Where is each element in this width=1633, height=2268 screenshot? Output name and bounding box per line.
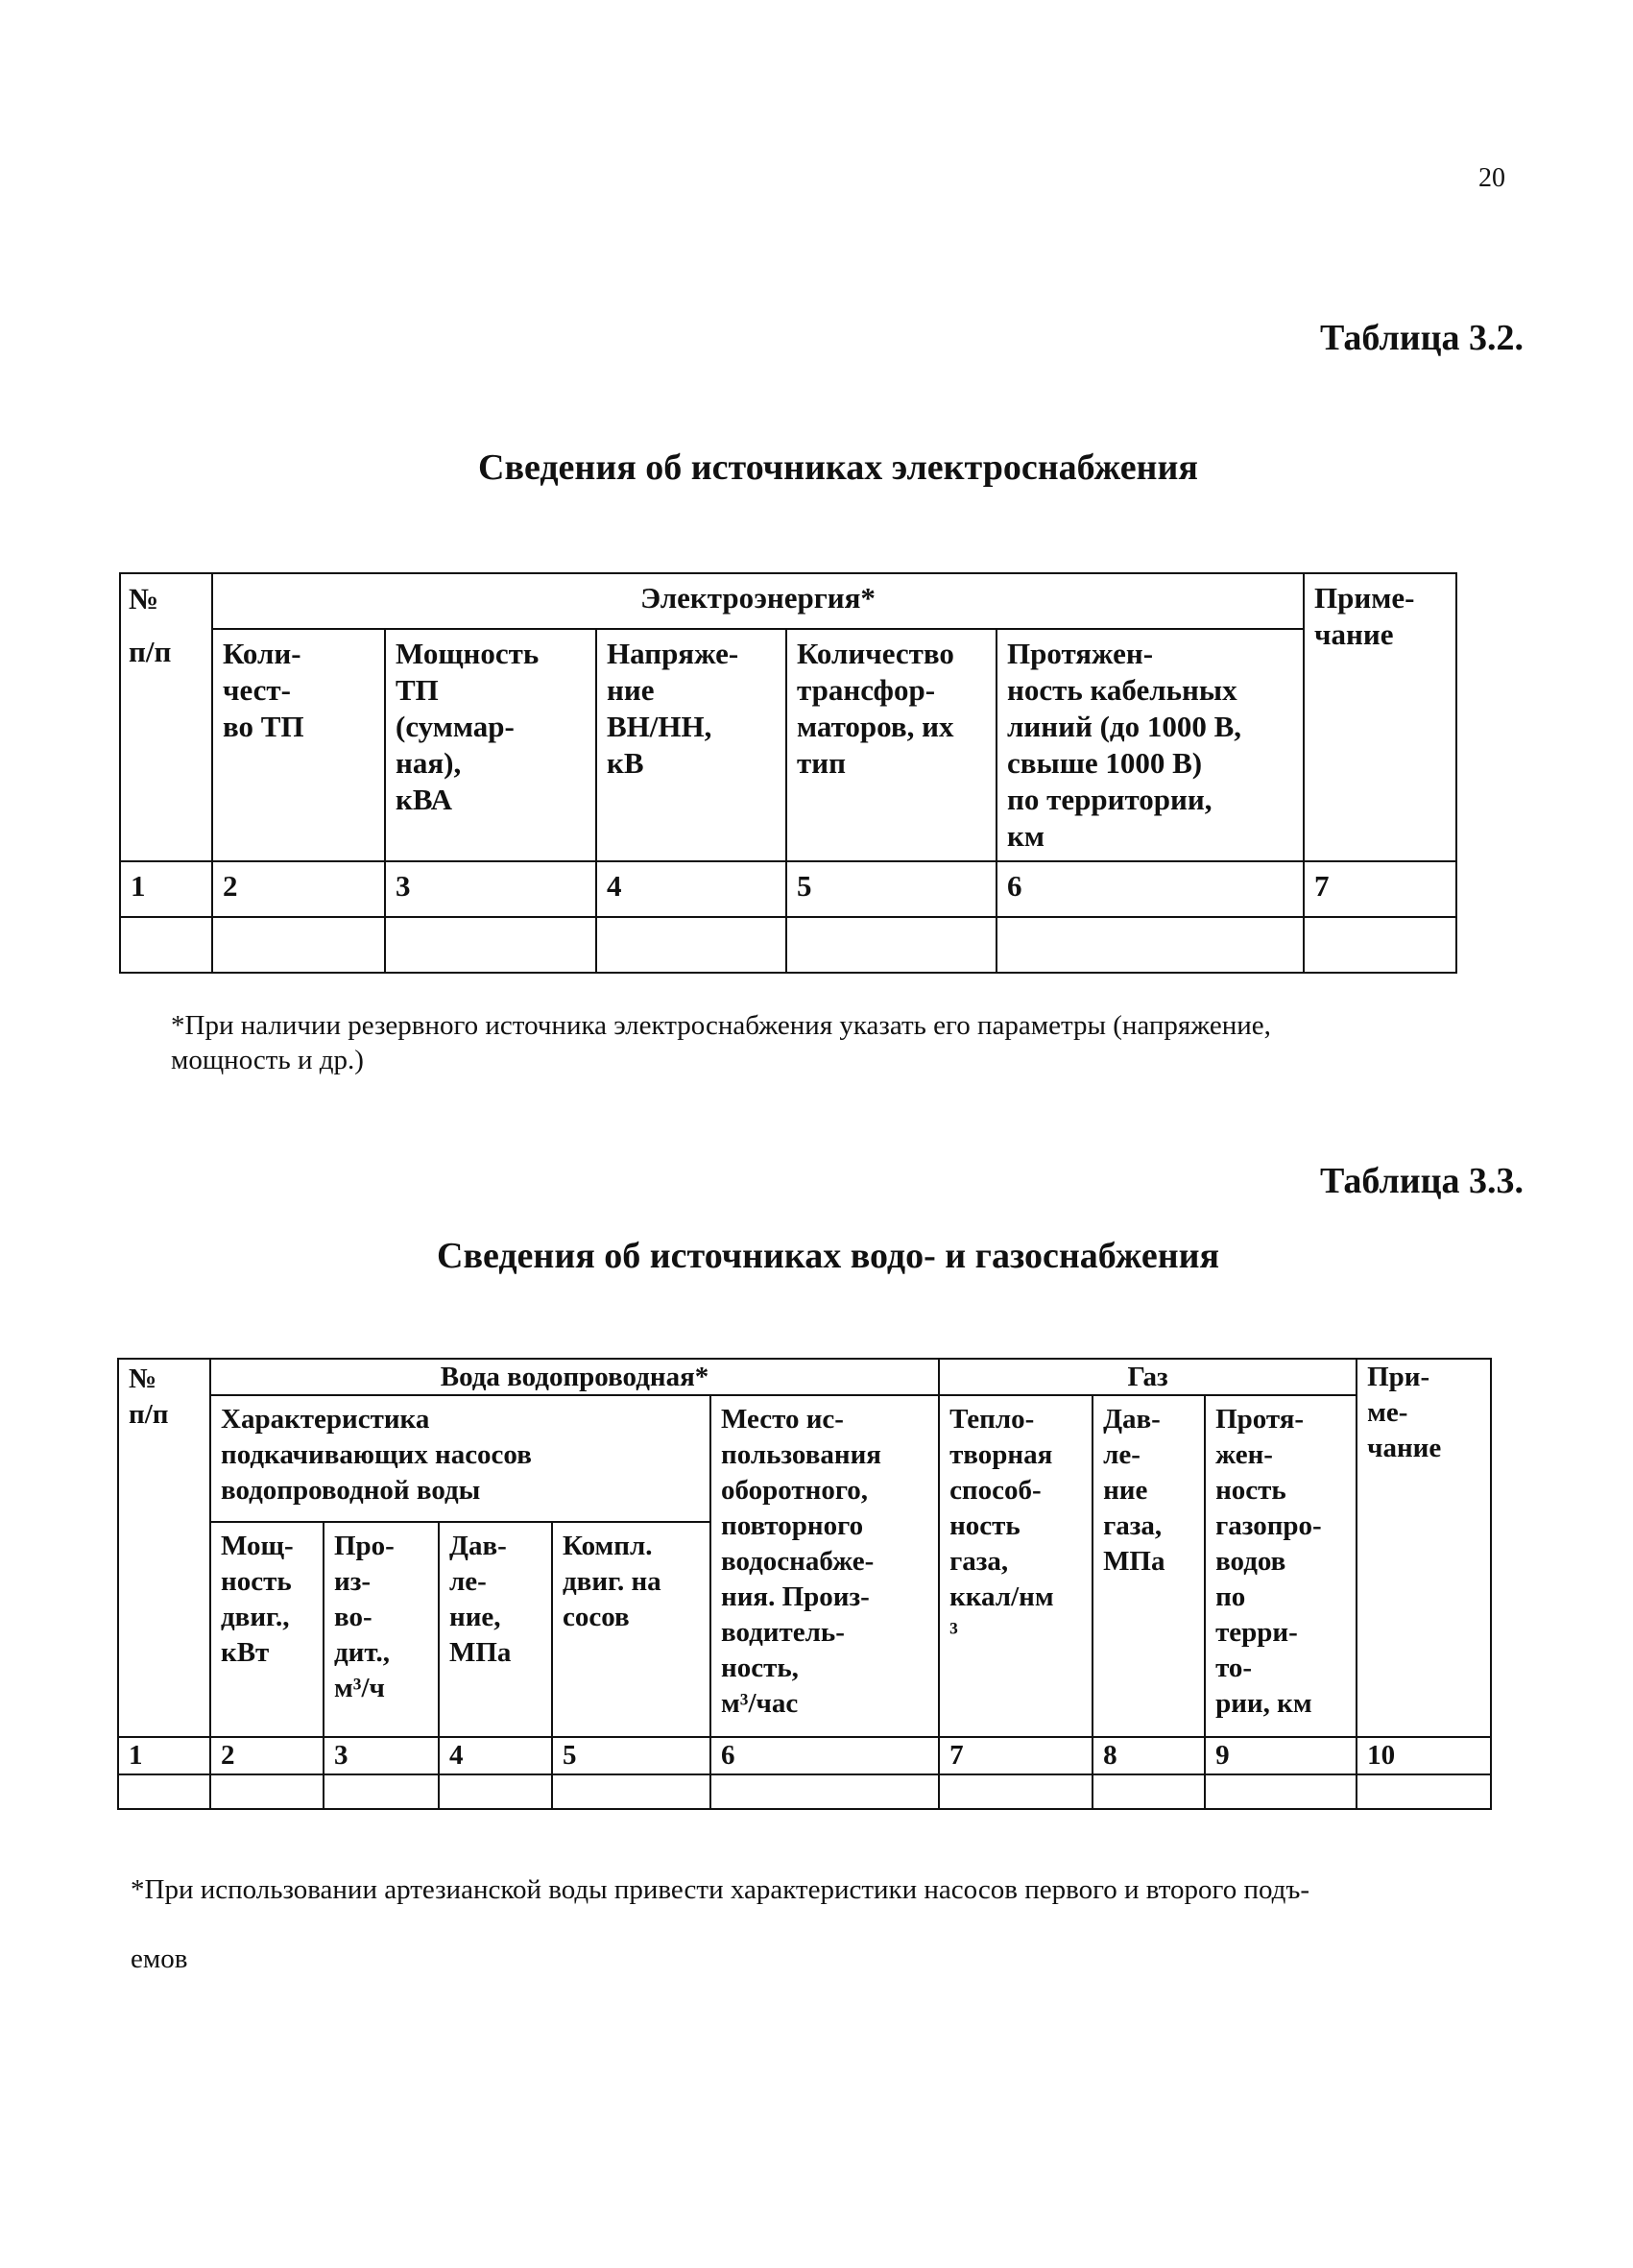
column-number-cell: 5 [552,1737,710,1774]
header-gas-pipeline-length: Протя- жен- ность газопро- водов по терри- то- рии, км [1205,1395,1357,1737]
electricity-group-header: Электроэнергия* [212,573,1304,629]
table-cell [939,1774,1093,1809]
header-transformer-count: Количество трансфор- маторов, их тип [786,629,997,861]
column-number-cell: 7 [1304,861,1456,917]
table-cell [1304,917,1456,973]
table-cell [120,917,212,973]
header-tp-count: Коли- чест- во ТП [212,629,385,861]
table-cell [1205,1774,1357,1809]
table-3-3-heading: Сведения об источниках водо- и газоснабжения [437,1236,1220,1276]
table-row [120,917,1456,973]
table-cell [786,917,997,973]
column-number-cell: 5 [786,861,997,917]
header-voltage: Напряже- ние ВН/НН, кВ [596,629,786,861]
column-number-row [120,861,1456,917]
table-cell [439,1774,552,1809]
header-gas-calorific-value: Тепло- творная способ- ность газа, ккал/нм ³ [939,1395,1093,1737]
table-3-2-footnote: *При наличии резервного источника электроснабжения указать его параметры (напряжение, мощность и др.) [171,1010,1271,1075]
table-cell [710,1774,939,1809]
column-number-cell: 1 [120,861,212,917]
col-number-header-cell [120,573,212,861]
header-tp-power: Мощность ТП (суммар- ная), кВА [385,629,596,861]
column-number-row [118,1737,1491,1774]
power-supply-table [119,572,1457,974]
water-group-header: Вода водопроводная* [210,1359,939,1395]
column-number-cell: 2 [210,1737,324,1774]
column-number-cell: 6 [710,1737,939,1774]
column-number-cell: 9 [1205,1737,1357,1774]
column-number-cell: 10 [1357,1737,1491,1774]
table-3-2-caption: Таблица 3.2. [1320,318,1525,358]
column-number-cell: 8 [1093,1737,1205,1774]
pump-characteristics-header: Характеристика подкачивающих насосов водопроводной воды [210,1395,710,1522]
table-3-3-caption: Таблица 3.3. [1320,1161,1525,1201]
column-number-cell: 1 [118,1737,210,1774]
column-number-cell: 4 [439,1737,552,1774]
column-number-cell: 3 [324,1737,439,1774]
table-cell [118,1774,210,1809]
table-cell [552,1774,710,1809]
gas-group-header: Газ [939,1359,1357,1395]
table-cell [212,917,385,973]
column-number-cell: 3 [385,861,596,917]
table-cell [324,1774,439,1809]
table-cell [385,917,596,973]
table-cell [997,917,1304,973]
table-3-3-footnote-line2: емов [131,1943,188,1974]
page-number: 20 [1478,163,1505,193]
header-pump-capacity: Про- из- во- дит., м³/ч [324,1522,439,1737]
table-cell [1357,1774,1491,1809]
col-number-header: № п/п [118,1359,210,1737]
header-motor-power: Мощ- ность двиг., кВт [210,1522,324,1737]
col-number-label: п/п [129,635,172,668]
table-3-2-heading: Сведения об источниках электроснабжения [478,447,1198,488]
table-cell [210,1774,324,1809]
header-pump-pressure: Дав- ле- ние, МПа [439,1522,552,1737]
table-row [118,1774,1491,1809]
note-header: При- ме- чание [1357,1359,1491,1737]
col-number-sign: № [129,582,159,615]
column-number-cell: 7 [939,1737,1093,1774]
header-water-reuse: Место ис- пользования оборотного, повторного водоснабже- ния. Произ- водитель- ность, м³/час [710,1395,939,1737]
header-pump-sets: Компл. двиг. на сосов [552,1522,710,1737]
table-cell [596,917,786,973]
header-cable-length: Протяжен- ность кабельных линий (до 1000 В, свыше 1000 В) по территории, км [997,629,1304,861]
header-gas-pressure: Дав- ле- ние газа, МПа [1093,1395,1205,1737]
water-gas-supply-table [117,1358,1492,1810]
note-header: Приме- чание [1304,573,1456,861]
column-number-cell: 6 [997,861,1304,917]
table-3-3-footnote-line1: *При использовании артезианской воды привести характеристики насосов первого и второго подъ- [131,1874,1310,1905]
table-cell [1093,1774,1205,1809]
column-number-cell: 2 [212,861,385,917]
column-number-cell: 4 [596,861,786,917]
